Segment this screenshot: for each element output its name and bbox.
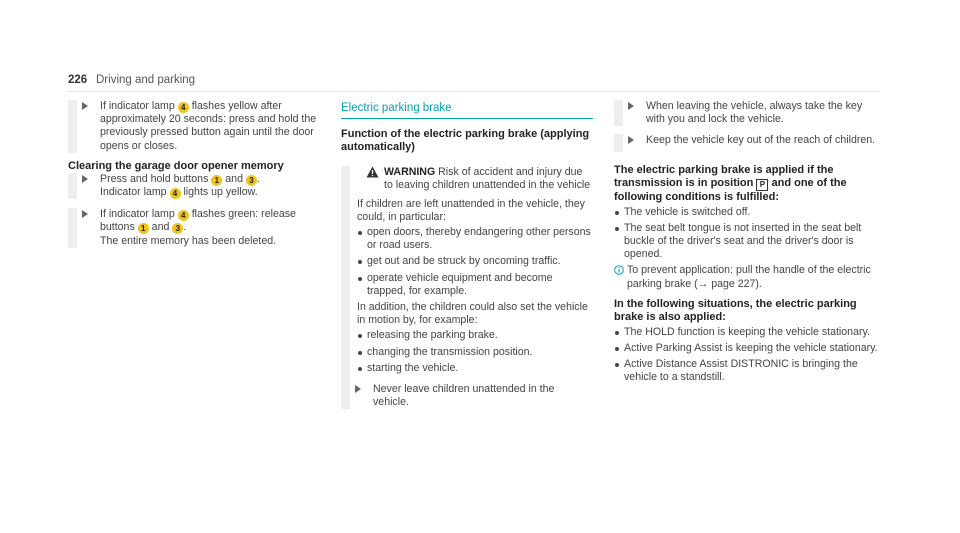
warning-heading [357,166,593,192]
indicator-badge: 4 [178,210,189,221]
step-text-part: Press and hold buttons [100,172,209,185]
indicator-badge: 4 [178,102,189,113]
step-text-part: and [151,221,170,234]
list-item: The seat belt tongue is not inserted in the seat belt buckle of the driver's seat and the driver's door is opened. [614,222,880,262]
step-text-part: and [225,172,243,185]
warning-intro-2: In addition, the children could also set the vehicle in motion by, for example: [357,301,588,327]
conditions-list [614,206,880,262]
subhead-function: Function of the electric parking brake (applying automatically) [341,128,590,154]
step-bar [614,100,623,126]
subhead-applied-conditions [614,164,880,204]
step-text-part: If indicator lamp [100,100,175,112]
warning-head-text: Risk of accident and injury due to leaving children unattended in the vehicle [384,166,591,192]
column-right [614,100,880,388]
step-arrow-icon [628,102,634,110]
step-text-part: Indicator lamp [100,186,167,199]
step-text [88,100,318,153]
list-item: releasing the parking brake. [357,329,593,342]
step-text [88,208,318,248]
indicator-badge: 4 [170,188,181,199]
subhead-situations: In the following situations, the electric parking brake is also applied: [614,297,857,323]
step-arrow-icon [355,385,361,393]
step-text-part: . [256,172,260,185]
button-badge: 3 [246,175,257,186]
step-text-part: The entire memory has been deleted. [100,234,277,247]
warning-box [341,166,593,409]
list-item: starting the vehicle. [357,362,593,375]
step-item [614,134,880,151]
step-arrow-icon [82,210,88,218]
step-arrow-icon [82,175,88,183]
step-text-part: lights up yellow. [183,186,258,199]
step-text [88,173,318,199]
step-arrow-icon [82,102,88,110]
warning-icon [366,166,379,178]
info-icon [614,265,624,275]
button-badge: 1 [211,175,222,186]
button-badge: 1 [138,223,149,234]
park-position-icon: P [756,179,768,191]
list-item: open doors, thereby endangering other persons or road users. [357,226,593,252]
warning-label: WARNING [384,166,436,179]
step-text-part: If indicator lamp [100,208,175,221]
list-item: operate vehicle equipment and become trapped, for example. [357,272,593,298]
step-text-part: flashes yellow after approximately 20 seconds: press and hold the previously pressed button again until the door opens or closes. [100,100,317,152]
info-text: To prevent application: pull the handle of the electric parking brake (→ page 227). [627,264,871,290]
warning-intro: If children are left unattended in the vehicle, they could, in particular: [357,197,585,223]
warning-bullet-list [357,226,593,298]
warning-bar [341,166,350,409]
situations-list [614,326,880,385]
section-title: Electric parking brake [341,102,593,119]
step-item [68,100,318,153]
step-bar [68,100,77,153]
list-item: get out and be struck by oncoming traffic. [357,255,593,268]
list-item: Active Distance Assist DISTRONIC is bringing the vehicle to a standstill. [614,358,880,384]
subhead-text: The electric parking brake is applied if the transmission is in position [614,163,834,189]
info-note [614,264,880,290]
subhead-text: and one of the following conditions is fulfilled: [614,176,847,203]
column-left [68,100,318,248]
step-text: Never leave children unattended in the vehicle. [373,383,555,409]
page-header [68,73,880,92]
step-bar [68,208,77,248]
step-arrow-icon [628,136,634,144]
page-number: 226 [68,74,88,86]
page-header-title: Driving and parking [96,74,196,86]
warning-bullet-list-2 [357,329,593,375]
list-item: Active Parking Assist is keeping the vehicle stationary. [614,342,880,355]
step-item [614,100,880,126]
step-item [68,208,318,248]
step-item [341,383,593,409]
step-bar [614,134,623,151]
button-badge: 3 [172,223,183,234]
subhead-clearing-memory: Clearing the garage door opener memory [68,159,284,172]
step-text-part: . [183,221,187,234]
step-text-part: flashes green: release buttons [100,208,296,234]
step-text: Keep the vehicle key out of the reach of children. [646,134,876,147]
list-item: changing the transmission position. [357,346,593,359]
step-text: When leaving the vehicle, always take the key with you and lock the vehicle. [646,100,863,126]
step-item [68,173,318,199]
column-middle [341,100,593,409]
step-bar [68,173,77,199]
list-item: The vehicle is switched off. [614,206,880,219]
list-item: The HOLD function is keeping the vehicle stationary. [614,326,880,339]
